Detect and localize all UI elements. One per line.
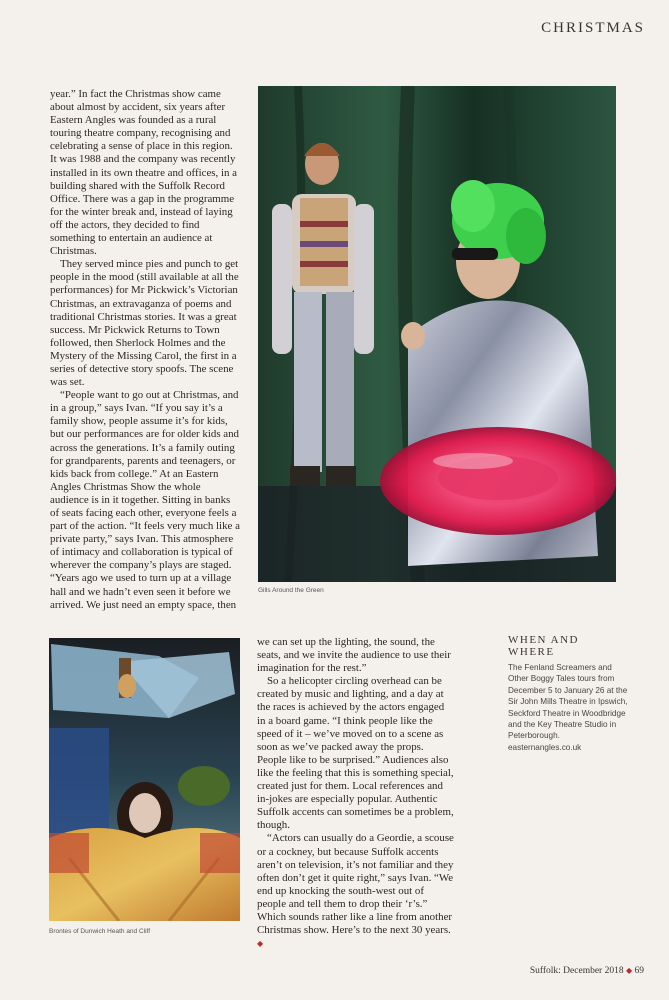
photo-gills-around-the-green <box>258 86 616 582</box>
photo-brontes-of-dunwich <box>49 638 240 921</box>
column2-paragraph-3 <box>257 832 455 950</box>
column2-paragraph-3-text: “Actors can usually do a Geordie, a scouse or a cockney, but because Suffolk accents aren’t on television, it’s not familiar and they often don’t get it quite right,” says Ivan. “We end up knocking the south-west out of people and tell them to drop their ‘r’s.” Which sounds rather like a line from another Christmas show. Here’s to the next 30 years. <box>257 832 454 937</box>
page-folio <box>530 966 644 976</box>
article-column-2 <box>257 636 455 950</box>
when-and-where-sidebar <box>508 634 628 753</box>
photo-caption-1: Gills Around the Green <box>258 587 324 594</box>
column2-paragraph-2: So a helicopter circling overhead can be created by music and lighting, and a day at the races is achieved by the actors engaged in a board game. “I think people like the speed of it – we’ve moved on to a scene as soon as we’ve packed away the props. People like to be surprised.” Audiences also like the feeling that this is something special, created just for them. Local references and in-jokes are especially popular. Authentic Suffolk accents can sometimes be a problem, though. <box>257 675 454 832</box>
end-mark-diamond-icon: ◆ <box>257 939 264 949</box>
column1-paragraph-1: year.” In fact the Christmas show came about almost by accident, six years after Eastern Angles was founded as a rural touring theatre company, recognising and celebrating a sense of place in this region. It was 1988 and the company was recently installed in its own theatre and offices, in a building shared with the Suffolk Record Office. There was a gap in the programme for the winter break and, instead of laying off the actors, they decided to find something to entertain an audience at Christmas. <box>50 88 238 258</box>
stage-photo-illustration <box>258 86 616 582</box>
photo-caption-2: Brontes of Dunwich Heath and Cliff <box>49 928 151 935</box>
column2-paragraph-1: we can set up the lighting, the sound, the seats, and we invite the audience to use their imagination for the rest.” <box>257 636 451 675</box>
sidebar-body: The Fenland Screamers and Other Boggy Tales tours from December 5 to January 26 at the Sir John Mills Theatre in Ipswich, Seckford Theatre in Woodbridge and the Key Theatre Studio in Peterborough. easternangles.co.uk <box>508 663 628 752</box>
column1-paragraph-2: They served mince pies and punch to get people in the mood (still available at all the performances) for Mr Pickwick’s Victorian Christmas, an extravaganza of poems and traditional Christmas stories. It was a great success. Mr Pickwick Returns to Town followed, then Sherlock Holmes and the Mystery of the Missing Carol, the first in a series of detective story spoofs. The scene was set. <box>50 258 239 389</box>
sidebar-title: WHEN AND WHERE <box>508 634 579 658</box>
stage-photo-illustration-2 <box>49 638 240 921</box>
article-column-1 <box>50 88 240 612</box>
section-heading: CHRISTMAS <box>541 20 645 36</box>
magazine-issue: Suffolk: December 2018 <box>529 966 624 976</box>
page-number: 69 <box>634 966 644 976</box>
column1-paragraph-3: “People want to go out at Christmas, and in a group,” says Ivan. “If you say it’s a family show, people assume it’s for kids, but our performances are for older kids and across the generations. It’s a family outing for grandparents, parents and teenagers, or kids back from college.” At an Eastern Angles Christmas Show the whole audience is in it together. Sitting in banks of seats facing each other, everyone feels a part of the action. “It feels very much like a private party,” says Ivan. This atmosphere of intimacy and collaboration is typical of wherever the company’s plays are staged. “Years ago we used to turn up at a village hall and we hadn’t even seen it before we arrived. We just need an empty space, then <box>50 389 240 611</box>
folio-diamond-icon: ◆ <box>625 966 633 975</box>
